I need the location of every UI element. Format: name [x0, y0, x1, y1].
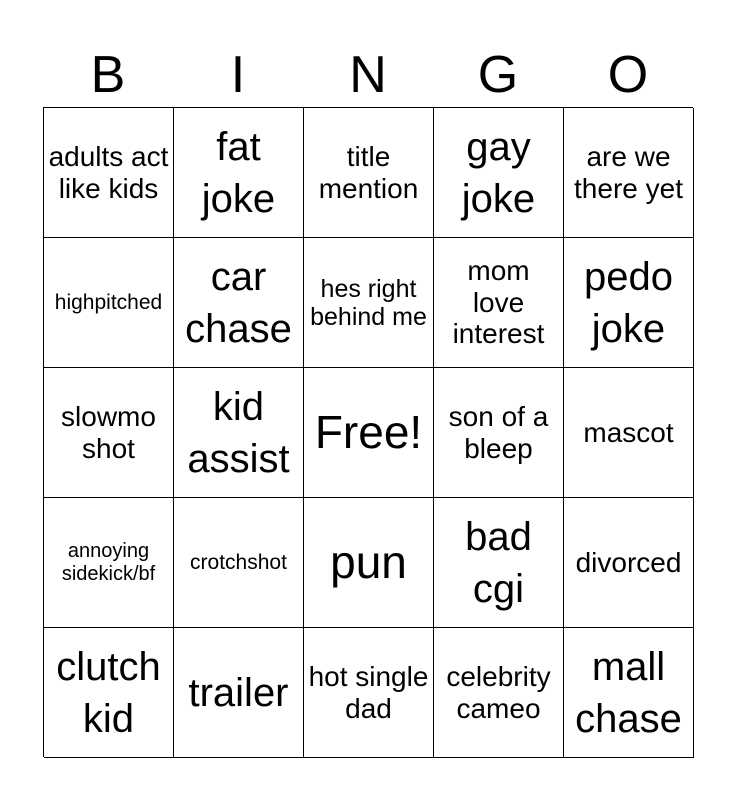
- bingo-cell[interactable]: bad cgi: [434, 498, 564, 628]
- header-letter-b: B: [90, 46, 126, 104]
- bingo-cell[interactable]: mall chase: [564, 628, 694, 758]
- bingo-cell[interactable]: car chase: [174, 238, 304, 368]
- bingo-cell[interactable]: pun: [304, 498, 434, 628]
- bingo-card-grid: [43, 107, 693, 757]
- bingo-header: [43, 42, 693, 108]
- bingo-cell[interactable]: highpitched: [44, 238, 174, 368]
- header-letter-g: G: [477, 46, 519, 104]
- header-letter-i: I: [230, 46, 246, 104]
- bingo-cell[interactable]: slowmo shot: [44, 368, 174, 498]
- bingo-cell[interactable]: title mention: [304, 108, 434, 238]
- bingo-cell[interactable]: celebrity cameo: [434, 628, 564, 758]
- bingo-cell[interactable]: fat joke: [174, 108, 304, 238]
- bingo-cell[interactable]: trailer: [174, 628, 304, 758]
- bingo-cell[interactable]: son of a bleep: [434, 368, 564, 498]
- bingo-cell[interactable]: are we there yet: [564, 108, 694, 238]
- bingo-cell[interactable]: kid assist: [174, 368, 304, 498]
- header-letter-n: N: [349, 46, 387, 104]
- bingo-cell[interactable]: hes right behind me: [304, 238, 434, 368]
- bingo-cell[interactable]: gay joke: [434, 108, 564, 238]
- bingo-cell[interactable]: clutch kid: [44, 628, 174, 758]
- bingo-cell[interactable]: annoying sidekick/bf: [44, 498, 174, 628]
- bingo-free-cell[interactable]: Free!: [304, 368, 434, 498]
- bingo-cell[interactable]: pedo joke: [564, 238, 694, 368]
- bingo-cell[interactable]: hot single dad: [304, 628, 434, 758]
- bingo-cell[interactable]: crotchshot: [174, 498, 304, 628]
- header-letter-o: O: [607, 46, 649, 104]
- bingo-cell[interactable]: mascot: [564, 368, 694, 498]
- bingo-cell[interactable]: divorced: [564, 498, 694, 628]
- bingo-cell[interactable]: adults act like kids: [44, 108, 174, 238]
- bingo-cell[interactable]: mom love interest: [434, 238, 564, 368]
